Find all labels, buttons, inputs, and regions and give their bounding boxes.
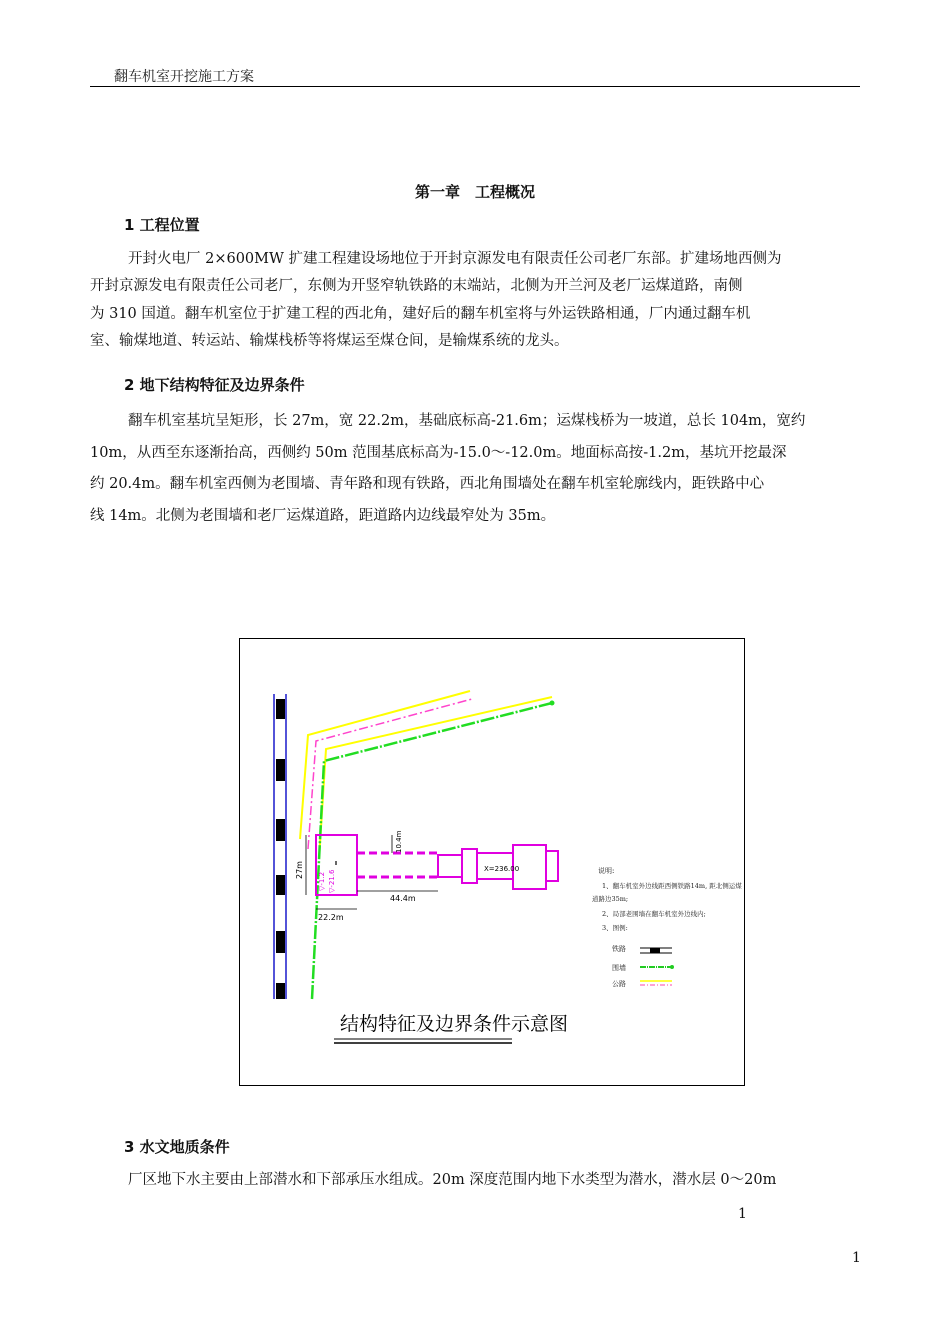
paragraph-line: 10m，从西至东逐渐抬高，西侧约 50m 范围基底标高为-15.0～-12.0m。地面标高按-1.2m，基坑开挖最深 [90,444,787,461]
page-number-inner: 1 [738,1206,747,1222]
conveyor-segment [438,855,462,877]
paragraph-line: 约 20.4m。翻车机室西侧为老围墙、青年路和现有铁路，西北角围墙处在翻车机室轮廓线内，距铁路中心 [90,476,765,492]
paragraph-hydrology [90,1168,860,1192]
paragraph-location [90,246,860,355]
paragraph-line: 为 310 国道。翻车机室位于扩建工程的西北角，建好后的翻车机室将与外运铁路相通，厂内通过翻车机 [90,305,751,322]
legend-rail-label: 铁路 [612,945,626,953]
page-number-outer: 1 [852,1250,861,1266]
section-heading-structure: 2 地下结构特征及边界条件 [124,376,305,394]
paragraph-line: 翻车机室基坑呈矩形，长 27m，宽 22.2m，基础底标高-21.6m；运煤栈桥为一坡道，总长 104m，宽约 [128,413,806,429]
figure-caption: 结构特征及边界条件示意图 [340,1013,569,1035]
wall-end-dot [550,701,555,706]
legend-wall-dot [670,965,674,969]
dim-offset-label: 44.4m [390,894,416,903]
rail-sleeper [276,759,285,781]
rail-center-label: X=236.00 [484,865,520,873]
rail-sleeper [276,699,285,719]
site-diagram-figure [239,638,745,1086]
paragraph-line: 开封火电厂 2×600MW 扩建工程建设场地位于开封京源发电有限责任公司老厂东部。扩建场地西侧为 [128,251,782,267]
header-title: 翻车机室开挖施工方案 [114,69,254,85]
notes-item-3: 3、图例: [602,924,628,932]
notes-item-2: 2、局部老围墙在翻车机室外边线内; [602,910,706,918]
wall-line [312,703,552,999]
rail-sleeper [276,931,285,953]
notes-item-1-cont: 道路边35m; [592,895,629,903]
rail-sleeper [276,983,285,999]
site-diagram [240,639,746,1087]
legend-road-label: 公路 [612,980,626,988]
paragraph-line: 厂区地下水主要由上部潜水和下部承压水组成。20m 深度范围内地下水类型为潜水，潜水层 0～20m [128,1172,777,1188]
paragraph-line: 开封京源发电有限责任公司老厂，东侧为开竖窄轨铁路的末端站，北侧为开兰河及老厂运煤道路，南侧 [90,278,743,295]
paragraph-line: 室、输煤地道、转运站、输煤栈桥等将煤运至煤仓间，是输煤系统的龙头。 [90,332,569,349]
dim-bridge-label: 10.4m [395,830,403,853]
legend-wall-label: 围墙 [612,964,626,972]
legend-rail-sleeper [650,948,660,953]
rail-sleeper [276,875,285,895]
section-heading-location: 1 工程位置 [124,216,200,234]
header-rule [90,86,860,87]
transfer-block [462,849,477,883]
level-center-label: ▽-1.2 [318,871,326,891]
section-heading-hydrology: 3 水文地质条件 [124,1138,230,1156]
notes-title: 说明: [598,867,615,875]
paragraph-structure [90,406,860,532]
paragraph-line: 线 14m。北侧为老围墙和老厂运煤道路，距道路内边线最窄处为 35m。 [90,507,556,524]
notes-item-1: 1、翻车机室外边线距西侧铁路14m, 距北侧运煤 [602,882,742,890]
chapter-title: 第一章 工程概况 [414,183,535,201]
transfer-station-end [546,851,558,881]
dim-length-label: 27m [295,861,304,879]
rail-sleeper [276,819,285,841]
dim-width-label: 22.2m [318,913,344,922]
level-bottom-label: ▽-21.6 [328,869,336,893]
